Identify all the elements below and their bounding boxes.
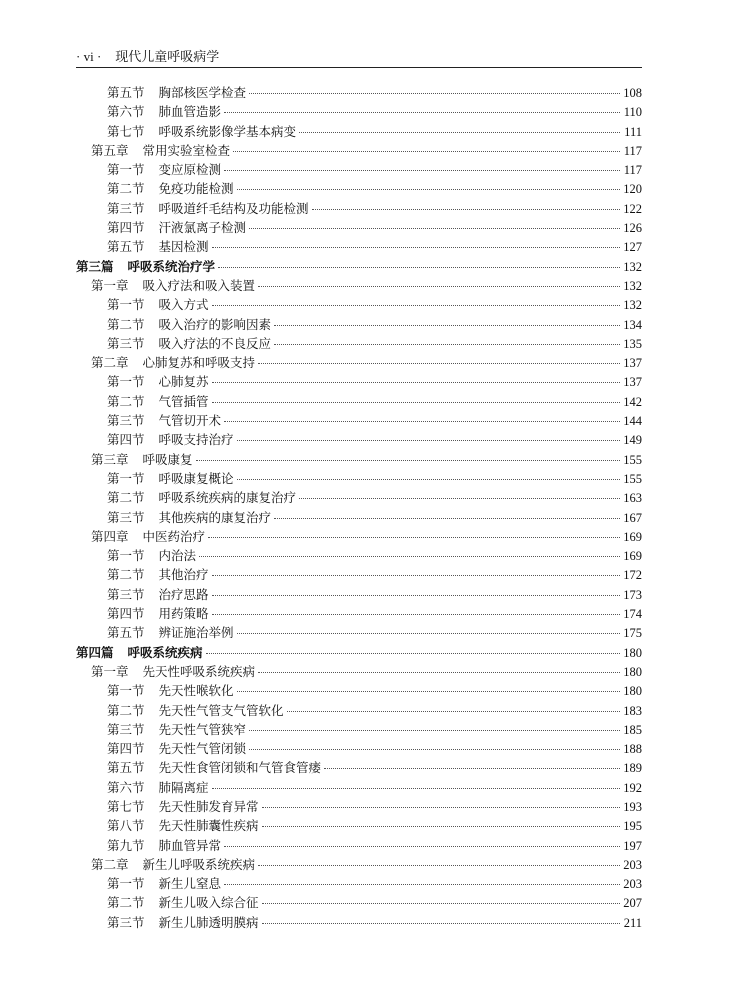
toc-entry-title: 先天性肺囊性疾病 <box>158 819 259 834</box>
toc-entry-page: 175 <box>623 626 642 641</box>
toc-entry-title: 新生儿肺透明膜病 <box>158 915 259 930</box>
toc-entry-number: 第二节 <box>107 568 145 583</box>
leader-dots <box>258 363 620 364</box>
toc-entry-page: 149 <box>623 433 642 448</box>
toc-entry-page: 144 <box>623 414 642 429</box>
toc-part-entry <box>76 258 642 277</box>
toc-entry-number: 第七节 <box>107 124 145 139</box>
toc-chapter-entry <box>76 528 642 547</box>
toc-entry-title: 中医药治疗 <box>142 529 206 544</box>
toc-entry-title: 气管插管 <box>158 394 209 409</box>
leader-dots <box>262 826 620 827</box>
toc-section-entry <box>76 586 642 605</box>
toc-section-entry <box>76 509 642 528</box>
toc-entry-number: 第一节 <box>107 375 145 390</box>
leader-dots <box>262 923 620 924</box>
toc-section-entry <box>76 238 642 257</box>
toc-section-entry <box>76 740 642 759</box>
toc-entry-title: 先天性气管闭锁 <box>158 742 247 757</box>
toc-entry-number: 第一节 <box>107 549 145 564</box>
toc-entry-number: 第三节 <box>107 336 145 351</box>
toc-entry-title: 先天性肺发育异常 <box>158 799 259 814</box>
toc-entry-title: 常用实验室检查 <box>142 143 231 158</box>
toc-entry-page: 180 <box>623 664 642 679</box>
toc-section-entry <box>76 393 642 412</box>
leader-dots <box>258 865 620 866</box>
leader-dots <box>262 903 620 904</box>
toc-entry-title: 呼吸道纤毛结构及功能检测 <box>158 201 309 216</box>
toc-entry-page: 185 <box>623 722 642 737</box>
toc-entry-number: 第四节 <box>107 221 145 236</box>
leader-dots <box>212 382 620 383</box>
leader-dots <box>208 537 620 538</box>
toc-entry-page: 155 <box>623 452 642 467</box>
toc-entry-page: 117 <box>623 143 642 158</box>
toc-section-entry <box>76 894 642 913</box>
toc-entry-page: 169 <box>623 549 642 564</box>
toc-entry-page: 137 <box>623 375 642 390</box>
toc-entry-number: 第二节 <box>107 491 145 506</box>
toc-part-entry <box>76 644 642 663</box>
toc-entry-number: 第四节 <box>107 742 145 757</box>
leader-dots <box>206 653 620 654</box>
toc-entry-page: 193 <box>623 799 642 814</box>
toc-entry-number: 第二章 <box>91 356 129 371</box>
toc-section-entry <box>76 566 642 585</box>
toc-section-entry <box>76 316 642 335</box>
toc-entry-number: 第一章 <box>91 278 129 293</box>
toc-entry-number: 第一节 <box>107 163 145 178</box>
toc-entry-page: 203 <box>623 877 642 892</box>
toc-entry-title: 先天性食管闭锁和气管食管瘘 <box>158 761 322 776</box>
toc-entry-number: 第一节 <box>107 877 145 892</box>
toc-entry-title: 治疗思路 <box>158 587 209 602</box>
toc-section-entry <box>76 84 642 103</box>
toc-section-entry <box>76 412 642 431</box>
toc-entry-number: 第六节 <box>107 105 145 120</box>
toc-entry-title: 气管切开术 <box>158 414 222 429</box>
toc-section-entry <box>76 335 642 354</box>
toc-section-entry <box>76 798 642 817</box>
toc-entry-page: 188 <box>623 742 642 757</box>
toc-entry-title: 新生儿吸入综合征 <box>158 896 259 911</box>
toc-entry-title: 新生儿窒息 <box>158 877 222 892</box>
leader-dots <box>237 691 620 692</box>
toc-entry-title: 汗液氯离子检测 <box>158 221 247 236</box>
toc-entry-title: 基因检测 <box>158 240 209 255</box>
toc-entry-title: 吸入治疗的影响因素 <box>158 317 272 332</box>
toc-section-entry <box>76 373 642 392</box>
toc-entry-page: 203 <box>623 857 642 872</box>
toc-section-entry <box>76 431 642 450</box>
toc-entry-page: 183 <box>623 703 642 718</box>
toc-section-entry <box>76 605 642 624</box>
toc-entry-page: 197 <box>623 838 642 853</box>
leader-dots <box>258 286 620 287</box>
toc-section-entry <box>76 180 642 199</box>
toc-entry-title: 胸部核医学检查 <box>158 86 247 100</box>
toc-entry-number: 第七节 <box>107 799 145 814</box>
toc-entry-title: 呼吸系统影像学基本病变 <box>158 124 297 139</box>
toc-section-entry <box>76 721 642 740</box>
toc-entry-page: 110 <box>623 105 642 120</box>
toc-entry-page: 167 <box>623 510 642 525</box>
leader-dots <box>237 479 620 480</box>
leader-dots <box>287 711 620 712</box>
toc-entry-page: 192 <box>623 780 642 795</box>
toc-entry-page: 211 <box>623 915 642 930</box>
toc-entry-title: 免疫功能检测 <box>158 182 234 197</box>
toc-entry-number: 第四节 <box>107 433 145 448</box>
toc-chapter-entry <box>76 277 642 296</box>
toc-entry-title: 内治法 <box>158 549 197 564</box>
toc-section-entry <box>76 200 642 219</box>
toc-entry-number: 第三节 <box>107 722 145 737</box>
leader-dots <box>224 421 620 422</box>
toc-section-entry <box>76 837 642 856</box>
leader-dots <box>212 595 620 596</box>
toc-entry-number: 第四篇 <box>76 645 114 660</box>
leader-dots <box>212 788 620 789</box>
toc-entry-number: 第八节 <box>107 819 145 834</box>
book-title: 现代儿童呼吸病学 <box>115 49 220 64</box>
toc-entry-page: 135 <box>623 336 642 351</box>
toc-section-entry <box>76 123 642 142</box>
toc-entry-number: 第二节 <box>107 703 145 718</box>
toc-entry-page: 172 <box>623 568 642 583</box>
toc-chapter-entry <box>76 142 642 161</box>
toc-entry-title: 呼吸系统治疗学 <box>127 259 216 274</box>
toc-chapter-entry <box>76 856 642 875</box>
toc-section-entry <box>76 817 642 836</box>
table-of-contents <box>76 84 642 933</box>
toc-entry-title: 先天性呼吸系统疾病 <box>142 664 256 679</box>
toc-entry-number: 第一章 <box>91 664 129 679</box>
leader-dots <box>224 112 620 113</box>
toc-section-entry <box>76 779 642 798</box>
leader-dots <box>249 93 620 94</box>
toc-entry-number: 第五节 <box>107 240 145 255</box>
toc-entry-title: 用药策略 <box>158 607 209 622</box>
leader-dots <box>237 633 620 634</box>
toc-entry-page: 111 <box>624 124 642 139</box>
toc-entry-number: 第一节 <box>107 298 145 313</box>
toc-section-entry <box>76 702 642 721</box>
toc-entry-number: 第五节 <box>107 626 145 641</box>
leader-dots <box>237 189 620 190</box>
leader-dots <box>196 460 620 461</box>
toc-entry-number: 第三节 <box>107 915 145 930</box>
toc-section-entry <box>76 875 642 894</box>
leader-dots <box>274 518 620 519</box>
toc-section-entry <box>76 489 642 508</box>
toc-entry-title: 其他疾病的康复治疗 <box>158 510 272 525</box>
toc-chapter-entry <box>76 451 642 470</box>
toc-entry-number: 第五节 <box>107 86 145 100</box>
leader-dots <box>274 344 620 345</box>
toc-entry-page: 180 <box>623 684 642 699</box>
leader-dots <box>249 730 620 731</box>
leader-dots <box>274 325 620 326</box>
leader-dots <box>212 247 620 248</box>
toc-entry-number: 第二节 <box>107 182 145 197</box>
toc-entry-number: 第三节 <box>107 510 145 525</box>
toc-entry-number: 第三节 <box>107 587 145 602</box>
toc-entry-number: 第三篇 <box>76 259 114 274</box>
leader-dots <box>224 884 620 885</box>
toc-entry-title: 辨证施治举例 <box>158 626 234 641</box>
leader-dots <box>258 672 620 673</box>
toc-entry-page: 189 <box>623 761 642 776</box>
toc-entry-number: 第三节 <box>107 414 145 429</box>
leader-dots <box>249 228 620 229</box>
toc-entry-title: 新生儿呼吸系统疾病 <box>142 857 256 872</box>
page-number: · vi · <box>76 49 102 64</box>
toc-entry-number: 第一节 <box>107 684 145 699</box>
toc-entry-title: 吸入疗法的不良反应 <box>158 336 272 351</box>
leader-dots <box>237 440 620 441</box>
toc-entry-page: 127 <box>623 240 642 255</box>
toc-entry-page: 155 <box>623 471 642 486</box>
toc-entry-title: 先天性气管狭窄 <box>158 722 247 737</box>
toc-entry-page: 132 <box>623 298 642 313</box>
toc-section-entry <box>76 914 642 933</box>
toc-entry-page: 173 <box>623 587 642 602</box>
toc-entry-number: 第二节 <box>107 394 145 409</box>
toc-entry-title: 呼吸康复概论 <box>158 471 234 486</box>
toc-chapter-entry <box>76 354 642 373</box>
toc-entry-page: 120 <box>623 182 642 197</box>
toc-entry-title: 其他治疗 <box>158 568 209 583</box>
toc-entry-number: 第四节 <box>107 607 145 622</box>
toc-entry-page: 137 <box>623 356 642 371</box>
toc-entry-title: 吸入方式 <box>158 298 209 313</box>
toc-entry-title: 肺血管造影 <box>158 105 222 120</box>
toc-entry-number: 第四章 <box>91 529 129 544</box>
leader-dots <box>312 209 620 210</box>
toc-entry-page: 169 <box>623 529 642 544</box>
toc-section-entry <box>76 547 642 566</box>
toc-entry-title: 呼吸支持治疗 <box>158 433 234 448</box>
toc-section-entry <box>76 219 642 238</box>
toc-section-entry <box>76 161 642 180</box>
toc-entry-page: 163 <box>623 491 642 506</box>
toc-entry-number: 第二节 <box>107 896 145 911</box>
leader-dots <box>212 614 620 615</box>
running-header <box>76 40 642 68</box>
toc-entry-number: 第二节 <box>107 317 145 332</box>
toc-entry-title: 先天性气管支气管软化 <box>158 703 284 718</box>
toc-section-entry <box>76 296 642 315</box>
toc-entry-title: 肺隔离症 <box>158 780 209 795</box>
toc-section-entry <box>76 103 642 122</box>
toc-entry-number: 第三章 <box>91 452 129 467</box>
toc-entry-page: 126 <box>623 221 642 236</box>
toc-entry-title: 呼吸系统疾病 <box>127 645 203 660</box>
leader-dots <box>212 305 620 306</box>
toc-entry-number: 第九节 <box>107 838 145 853</box>
leader-dots <box>233 151 620 152</box>
leader-dots <box>324 768 620 769</box>
leader-dots <box>262 807 620 808</box>
toc-entry-page: 207 <box>623 896 642 911</box>
toc-entry-page: 108 <box>623 86 642 100</box>
toc-entry-page: 134 <box>623 317 642 332</box>
toc-entry-page: 122 <box>623 201 642 216</box>
toc-entry-title: 心肺复苏和呼吸支持 <box>142 356 256 371</box>
leader-dots <box>199 556 620 557</box>
toc-entry-page: 132 <box>623 278 642 293</box>
toc-entry-title: 肺血管异常 <box>158 838 222 853</box>
toc-entry-page: 142 <box>623 394 642 409</box>
toc-section-entry <box>76 682 642 701</box>
toc-entry-title: 呼吸系统疾病的康复治疗 <box>158 491 297 506</box>
toc-entry-page: 195 <box>623 819 642 834</box>
toc-entry-number: 第一节 <box>107 471 145 486</box>
leader-dots <box>218 267 620 268</box>
toc-entry-page: 174 <box>623 607 642 622</box>
toc-entry-title: 呼吸康复 <box>142 452 193 467</box>
toc-entry-title: 变应原检测 <box>158 163 222 178</box>
toc-entry-number: 第五节 <box>107 761 145 776</box>
toc-entry-title: 心肺复苏 <box>158 375 209 390</box>
toc-section-entry <box>76 470 642 489</box>
toc-chapter-entry <box>76 663 642 682</box>
toc-entry-title: 吸入疗法和吸入装置 <box>142 278 256 293</box>
toc-entry-number: 第三节 <box>107 201 145 216</box>
toc-entry-title: 先天性喉软化 <box>158 684 234 699</box>
toc-entry-number: 第五章 <box>91 143 129 158</box>
toc-entry-page: 180 <box>623 645 642 660</box>
leader-dots <box>224 846 620 847</box>
toc-entry-number: 第二章 <box>91 857 129 872</box>
leader-dots <box>212 575 620 576</box>
leader-dots <box>249 749 620 750</box>
toc-section-entry <box>76 759 642 778</box>
toc-entry-number: 第六节 <box>107 780 145 795</box>
toc-section-entry <box>76 624 642 643</box>
leader-dots <box>299 498 620 499</box>
toc-entry-page: 132 <box>623 259 642 274</box>
toc-entry-page: 117 <box>623 163 642 178</box>
leader-dots <box>224 170 620 171</box>
leader-dots <box>299 132 620 133</box>
leader-dots <box>212 402 620 403</box>
